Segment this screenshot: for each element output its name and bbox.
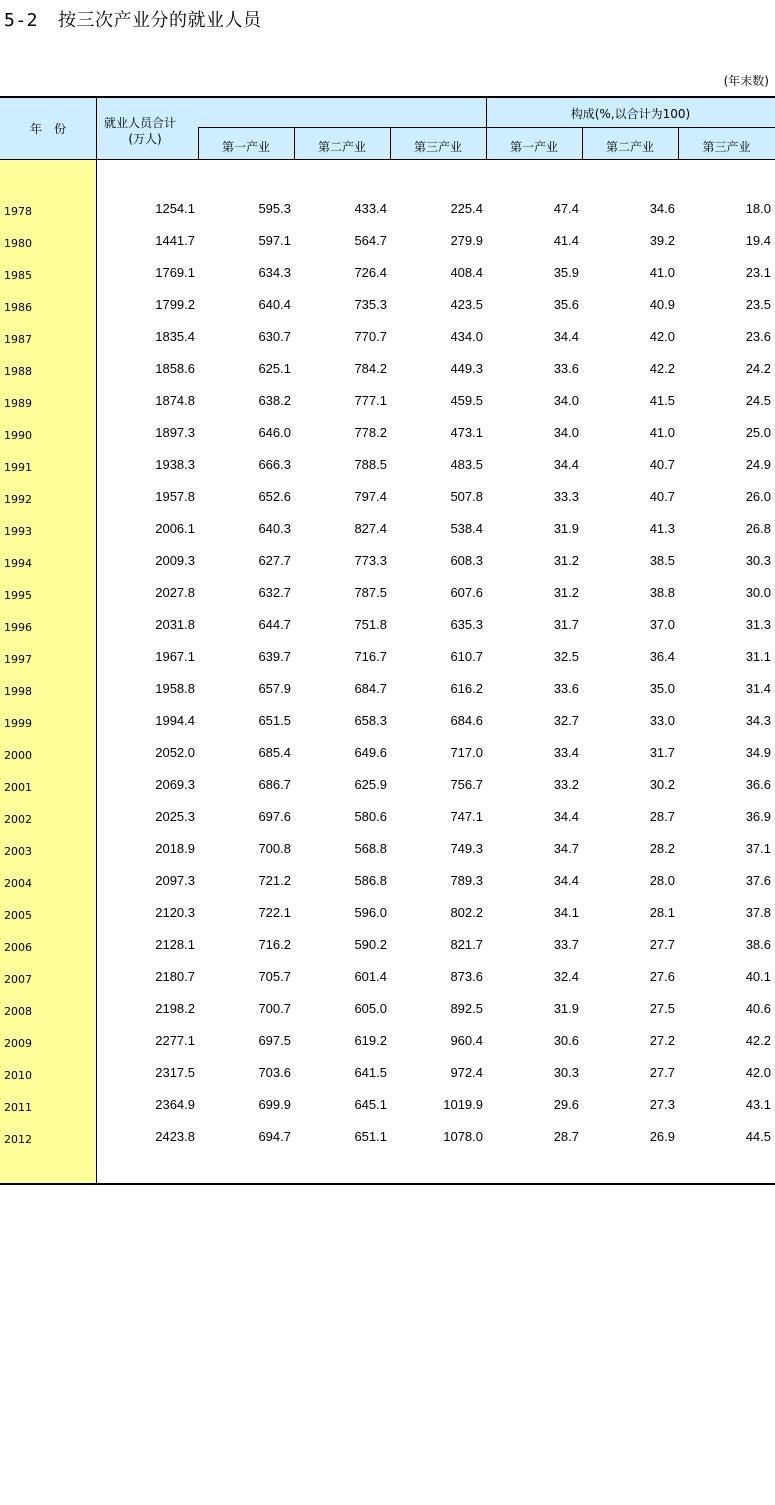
cell-p2: 568.8	[354, 841, 387, 856]
row-year: 1991	[4, 461, 32, 474]
cell-total: 2277.1	[155, 1033, 195, 1048]
cell-p2: 619.2	[354, 1033, 387, 1048]
cell-total: 2097.3	[155, 873, 195, 888]
cell-c1: 34.4	[553, 873, 579, 888]
cell-c2: 33.0	[649, 713, 675, 728]
cell-p3: 459.5	[450, 393, 483, 408]
cell-p3: 473.1	[450, 425, 483, 440]
cell-p3: 607.6	[450, 585, 483, 600]
table-row	[0, 513, 775, 545]
cell-total: 2364.9	[155, 1097, 195, 1112]
cell-p3: 821.7	[450, 937, 483, 952]
row-year: 2012	[4, 1133, 32, 1146]
cell-c1: 35.9	[553, 265, 579, 280]
cell-c2: 40.7	[649, 457, 675, 472]
cell-p1: 640.3	[258, 521, 291, 536]
row-year: 2005	[4, 909, 32, 922]
cell-p1: 651.5	[258, 713, 291, 728]
cell-c1: 34.1	[553, 905, 579, 920]
table-row	[0, 609, 775, 641]
cell-c3: 18.0	[745, 201, 771, 216]
cell-c3: 34.3	[745, 713, 771, 728]
cell-total: 1967.1	[155, 649, 195, 664]
cell-p2: 658.3	[354, 713, 387, 728]
cell-total: 1938.3	[155, 457, 195, 472]
table-row	[0, 865, 775, 897]
cell-p1: 666.3	[258, 457, 291, 472]
cell-p1: 646.0	[258, 425, 291, 440]
cell-p1: 625.1	[258, 361, 291, 376]
cell-c3: 30.3	[745, 553, 771, 568]
cell-c3: 40.1	[745, 969, 771, 984]
cell-total: 2198.2	[155, 1001, 195, 1016]
cell-c3: 38.6	[745, 937, 771, 952]
col-rule	[582, 127, 583, 160]
cell-p2: 787.5	[354, 585, 387, 600]
cell-c1: 29.6	[553, 1097, 579, 1112]
cell-c1: 34.0	[553, 393, 579, 408]
cell-p2: 726.4	[354, 265, 387, 280]
header-tertiary-share: 第三产业	[702, 140, 751, 154]
col-rule	[294, 127, 295, 160]
cell-c3: 31.3	[745, 617, 771, 632]
cell-c2: 26.9	[649, 1129, 675, 1144]
table-row	[0, 1121, 775, 1153]
cell-c3: 26.0	[745, 489, 771, 504]
cell-c2: 28.7	[649, 809, 675, 824]
table-row	[0, 257, 775, 289]
table-row	[0, 449, 775, 481]
cell-total: 2052.0	[155, 745, 195, 760]
page-title	[4, 6, 262, 32]
table-row	[0, 769, 775, 801]
cell-p2: 684.7	[354, 681, 387, 696]
cell-p1: 595.3	[258, 201, 291, 216]
table-row	[0, 577, 775, 609]
table-row	[0, 961, 775, 993]
cell-total: 2025.3	[155, 809, 195, 824]
cell-p2: 773.3	[354, 553, 387, 568]
table-row	[0, 1089, 775, 1121]
cell-p2: 625.9	[354, 777, 387, 792]
cell-p2: 751.8	[354, 617, 387, 632]
row-year: 1994	[4, 557, 32, 570]
cell-c1: 34.4	[553, 809, 579, 824]
row-year: 1986	[4, 301, 32, 314]
composition-rule	[486, 96, 487, 160]
header-secondary: 第二产业	[317, 140, 366, 154]
cell-c1: 30.6	[553, 1033, 579, 1048]
cell-total: 1994.4	[155, 713, 195, 728]
cell-total: 1254.1	[155, 201, 195, 216]
cell-p3: 802.2	[450, 905, 483, 920]
cell-c2: 42.2	[649, 361, 675, 376]
cell-p1: 722.1	[258, 905, 291, 920]
cell-total: 2009.3	[155, 553, 195, 568]
cell-p1: 657.9	[258, 681, 291, 696]
cell-p2: 735.3	[354, 297, 387, 312]
cell-total: 2120.3	[155, 905, 195, 920]
cell-p1: 638.2	[258, 393, 291, 408]
cell-p1: 632.7	[258, 585, 291, 600]
cell-c1: 33.3	[553, 489, 579, 504]
cell-c1: 31.9	[553, 521, 579, 536]
cell-c3: 23.6	[745, 329, 771, 344]
cell-c3: 26.8	[745, 521, 771, 536]
cell-p1: 705.7	[258, 969, 291, 984]
cell-p3: 972.4	[450, 1065, 483, 1080]
table-row	[0, 641, 775, 673]
cell-p1: 686.7	[258, 777, 291, 792]
cell-c3: 40.6	[745, 1001, 771, 1016]
cell-p3: 279.9	[450, 233, 483, 248]
cell-c3: 23.1	[745, 265, 771, 280]
cell-total: 1958.8	[155, 681, 195, 696]
cell-c2: 28.2	[649, 841, 675, 856]
header-tertiary: 第三产业	[413, 140, 462, 154]
cell-c2: 27.6	[649, 969, 675, 984]
table-row	[0, 929, 775, 961]
cell-p3: 960.4	[450, 1033, 483, 1048]
cell-p2: 777.1	[354, 393, 387, 408]
cell-p3: 423.5	[450, 297, 483, 312]
cell-c2: 27.2	[649, 1033, 675, 1048]
table-row	[0, 897, 775, 929]
cell-c1: 30.3	[553, 1065, 579, 1080]
col-rule	[390, 127, 391, 160]
cell-c1: 33.6	[553, 681, 579, 696]
cell-c3: 37.1	[745, 841, 771, 856]
row-year: 1990	[4, 429, 32, 442]
cell-c2: 27.5	[649, 1001, 675, 1016]
header-primary: 第一产业	[221, 140, 270, 154]
cell-c1: 33.7	[553, 937, 579, 952]
cell-p2: 586.8	[354, 873, 387, 888]
row-year: 2004	[4, 877, 32, 890]
row-year: 2001	[4, 781, 32, 794]
cell-c1: 33.6	[553, 361, 579, 376]
cell-c2: 39.2	[649, 233, 675, 248]
cell-p1: 716.2	[258, 937, 291, 952]
cell-c3: 37.6	[745, 873, 771, 888]
row-year: 2009	[4, 1037, 32, 1050]
cell-c1: 32.7	[553, 713, 579, 728]
cell-p3: 747.1	[450, 809, 483, 824]
cell-p1: 697.6	[258, 809, 291, 824]
cell-p2: 778.2	[354, 425, 387, 440]
cell-p1: 627.7	[258, 553, 291, 568]
table-row	[0, 225, 775, 257]
row-year: 2010	[4, 1069, 32, 1082]
cell-p2: 797.4	[354, 489, 387, 504]
cell-c3: 24.9	[745, 457, 771, 472]
cell-total: 2180.7	[155, 969, 195, 984]
cell-p3: 434.0	[450, 329, 483, 344]
cell-c2: 41.5	[649, 393, 675, 408]
cell-c3: 19.4	[745, 233, 771, 248]
row-year: 1980	[4, 237, 32, 250]
cell-total: 1769.1	[155, 265, 195, 280]
col-rule	[678, 127, 679, 160]
cell-total: 2031.8	[155, 617, 195, 632]
cell-p3: 756.7	[450, 777, 483, 792]
cell-c3: 37.8	[745, 905, 771, 920]
cell-c3: 34.9	[745, 745, 771, 760]
cell-p2: 564.7	[354, 233, 387, 248]
cell-c2: 34.6	[649, 201, 675, 216]
cell-p3: 892.5	[450, 1001, 483, 1016]
cell-c3: 42.0	[745, 1065, 771, 1080]
row-year: 1978	[4, 205, 32, 218]
cell-total: 1957.8	[155, 489, 195, 504]
unit-note: (年末数)	[723, 74, 769, 88]
cell-p3: 635.3	[450, 617, 483, 632]
table-row	[0, 801, 775, 833]
cell-c3: 36.6	[745, 777, 771, 792]
cell-p1: 597.1	[258, 233, 291, 248]
cell-p2: 716.7	[354, 649, 387, 664]
cell-total: 1799.2	[155, 297, 195, 312]
row-year: 2007	[4, 973, 32, 986]
cell-c1: 31.2	[553, 585, 579, 600]
row-year: 1985	[4, 269, 32, 282]
row-year: 2002	[4, 813, 32, 826]
cell-c3: 31.4	[745, 681, 771, 696]
cell-c1: 31.9	[553, 1001, 579, 1016]
cell-total: 1835.4	[155, 329, 195, 344]
cell-p2: 770.7	[354, 329, 387, 344]
row-year: 1993	[4, 525, 32, 538]
cell-p3: 608.3	[450, 553, 483, 568]
cell-p3: 717.0	[450, 745, 483, 760]
table-row	[0, 417, 775, 449]
cell-total: 2027.8	[155, 585, 195, 600]
table-row	[0, 737, 775, 769]
cell-p3: 616.2	[450, 681, 483, 696]
cell-c1: 35.6	[553, 297, 579, 312]
cell-p2: 651.1	[354, 1129, 387, 1144]
row-year: 1989	[4, 397, 32, 410]
cell-c3: 24.5	[745, 393, 771, 408]
row-year: 2008	[4, 1005, 32, 1018]
header-composition: 构成(%,以合计为100)	[570, 107, 691, 121]
cell-p3: 873.6	[450, 969, 483, 984]
cell-c1: 32.4	[553, 969, 579, 984]
cell-c1: 33.4	[553, 745, 579, 760]
table-row	[0, 545, 775, 577]
cell-p1: 644.7	[258, 617, 291, 632]
cell-p2: 590.2	[354, 937, 387, 952]
cell-p2: 641.5	[354, 1065, 387, 1080]
cell-p2: 601.4	[354, 969, 387, 984]
row-year: 1987	[4, 333, 32, 346]
row-year: 1997	[4, 653, 32, 666]
cell-c2: 41.0	[649, 425, 675, 440]
cell-c2: 27.7	[649, 937, 675, 952]
cell-c3: 36.9	[745, 809, 771, 824]
cell-total: 1858.6	[155, 361, 195, 376]
cell-c3: 24.2	[745, 361, 771, 376]
cell-total: 1441.7	[155, 233, 195, 248]
cell-c2: 30.2	[649, 777, 675, 792]
cell-c2: 40.9	[649, 297, 675, 312]
table-row	[0, 353, 775, 385]
cell-c1: 34.7	[553, 841, 579, 856]
cell-p1: 685.4	[258, 745, 291, 760]
cell-p1: 639.7	[258, 649, 291, 664]
row-year: 2000	[4, 749, 32, 762]
cell-c3: 42.2	[745, 1033, 771, 1048]
cell-c2: 37.0	[649, 617, 675, 632]
cell-c3: 31.1	[745, 649, 771, 664]
cell-c1: 47.4	[553, 201, 579, 216]
table-row	[0, 673, 775, 705]
table-number: 5-2	[4, 10, 39, 31]
cell-c2: 27.7	[649, 1065, 675, 1080]
col-rule	[198, 127, 199, 160]
bottom-rule	[0, 1183, 775, 1185]
cell-total: 2018.9	[155, 841, 195, 856]
table-row	[0, 385, 775, 417]
cell-p1: 630.7	[258, 329, 291, 344]
header-total-unit: (万人)	[128, 132, 162, 146]
cell-c1: 32.5	[553, 649, 579, 664]
cell-p3: 449.3	[450, 361, 483, 376]
cell-p3: 789.3	[450, 873, 483, 888]
cell-p3: 483.5	[450, 457, 483, 472]
row-year: 1999	[4, 717, 32, 730]
header-total-label: 就业人员合计	[104, 116, 177, 130]
row-year: 2003	[4, 845, 32, 858]
cell-c2: 38.5	[649, 553, 675, 568]
cell-p1: 694.7	[258, 1129, 291, 1144]
table-row	[0, 1057, 775, 1089]
cell-p3: 749.3	[450, 841, 483, 856]
row-year: 1996	[4, 621, 32, 634]
table-row	[0, 705, 775, 737]
header-year: 年 份	[29, 122, 66, 136]
cell-p1: 640.4	[258, 297, 291, 312]
cell-c2: 36.4	[649, 649, 675, 664]
cell-p1: 721.2	[258, 873, 291, 888]
cell-p1: 700.7	[258, 1001, 291, 1016]
top-rule	[0, 96, 775, 98]
cell-total: 1897.3	[155, 425, 195, 440]
cell-c1: 34.0	[553, 425, 579, 440]
cell-c1: 31.7	[553, 617, 579, 632]
cell-c2: 31.7	[649, 745, 675, 760]
cell-c2: 28.1	[649, 905, 675, 920]
table-row	[0, 993, 775, 1025]
row-year: 1995	[4, 589, 32, 602]
cell-c2: 42.0	[649, 329, 675, 344]
cell-p2: 605.0	[354, 1001, 387, 1016]
cell-p1: 703.6	[258, 1065, 291, 1080]
row-year: 2011	[4, 1101, 32, 1114]
row-year: 1998	[4, 685, 32, 698]
cell-p2: 788.5	[354, 457, 387, 472]
cell-c2: 40.7	[649, 489, 675, 504]
row-year: 2006	[4, 941, 32, 954]
cell-total: 2423.8	[155, 1129, 195, 1144]
cell-p3: 610.7	[450, 649, 483, 664]
cell-p3: 684.6	[450, 713, 483, 728]
table-title: 按三次产业分的就业人员	[58, 10, 262, 31]
row-year: 1988	[4, 365, 32, 378]
cell-c2: 35.0	[649, 681, 675, 696]
cell-p3: 1078.0	[443, 1129, 483, 1144]
cell-p1: 700.8	[258, 841, 291, 856]
cell-p2: 433.4	[354, 201, 387, 216]
row-year: 1992	[4, 493, 32, 506]
table-row	[0, 321, 775, 353]
cell-c2: 28.0	[649, 873, 675, 888]
cell-total: 2006.1	[155, 521, 195, 536]
table-row	[0, 193, 775, 225]
cell-p2: 827.4	[354, 521, 387, 536]
cell-p3: 1019.9	[443, 1097, 483, 1112]
cell-c1: 34.4	[553, 457, 579, 472]
cell-c2: 27.3	[649, 1097, 675, 1112]
table-row	[0, 833, 775, 865]
cell-p2: 596.0	[354, 905, 387, 920]
cell-p2: 649.6	[354, 745, 387, 760]
cell-total: 2317.5	[155, 1065, 195, 1080]
cell-c1: 28.7	[553, 1129, 579, 1144]
cell-p3: 225.4	[450, 201, 483, 216]
table-row	[0, 289, 775, 321]
table-row	[0, 481, 775, 513]
cell-p3: 538.4	[450, 521, 483, 536]
table-row	[0, 1025, 775, 1057]
cell-c3: 44.5	[745, 1129, 771, 1144]
header-primary-share: 第一产业	[509, 140, 558, 154]
cell-p1: 697.5	[258, 1033, 291, 1048]
header-secondary-share: 第二产业	[605, 140, 654, 154]
cell-p2: 784.2	[354, 361, 387, 376]
cell-p1: 699.9	[258, 1097, 291, 1112]
cell-total: 2128.1	[155, 937, 195, 952]
cell-c3: 30.0	[745, 585, 771, 600]
cell-p2: 645.1	[354, 1097, 387, 1112]
cell-c3: 25.0	[745, 425, 771, 440]
cell-p1: 652.6	[258, 489, 291, 504]
cell-total: 1874.8	[155, 393, 195, 408]
cell-p1: 634.3	[258, 265, 291, 280]
cell-p2: 580.6	[354, 809, 387, 824]
cell-c3: 23.5	[745, 297, 771, 312]
cell-c2: 41.0	[649, 265, 675, 280]
cell-c3: 43.1	[745, 1097, 771, 1112]
cell-c2: 41.3	[649, 521, 675, 536]
cell-c1: 41.4	[553, 233, 579, 248]
cell-c1: 34.4	[553, 329, 579, 344]
cell-c1: 33.2	[553, 777, 579, 792]
cell-total: 2069.3	[155, 777, 195, 792]
cell-p3: 408.4	[450, 265, 483, 280]
cell-p3: 507.8	[450, 489, 483, 504]
cell-c2: 38.8	[649, 585, 675, 600]
cell-c1: 31.2	[553, 553, 579, 568]
header-bottom-rule	[0, 159, 775, 160]
